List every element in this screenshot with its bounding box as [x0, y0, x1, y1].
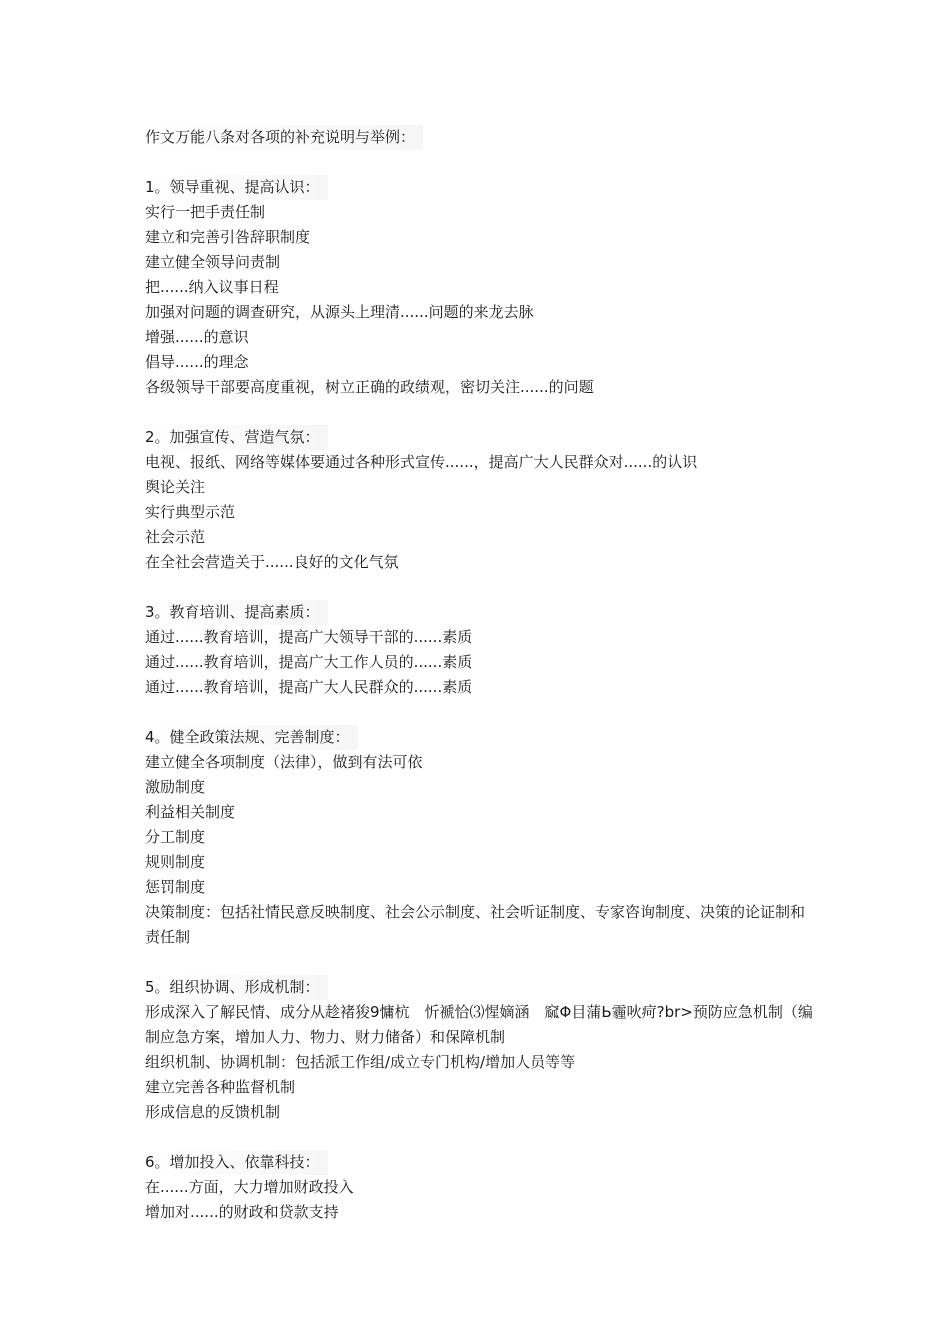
- list-item: 增加对......的财政和贷款支持: [145, 1203, 339, 1221]
- section-heading: 2。加强宣传、营造气氛：: [145, 425, 815, 450]
- list-item: 组织机制、协调机制：包括派工作组/成立专门机构/增加人员等等: [145, 1053, 576, 1071]
- list-item: 增强......的意识: [145, 328, 249, 346]
- list-item: 把......纳入议事日程: [145, 278, 279, 296]
- list-item: 在......方面，大力增加财政投入: [145, 1178, 354, 1196]
- list-item: 实行一把手责任制: [145, 203, 266, 221]
- list-item: 倡导......的理念: [145, 353, 249, 371]
- list-item: 建立健全各项制度（法律），做到有法可依: [145, 753, 423, 771]
- list-item: 激励制度: [145, 778, 206, 796]
- list-item: 电视、报纸、网络等媒体要通过各种形式宣传......，提高广大人民群众对......的认识: [145, 453, 698, 471]
- list-item: 各级领导干部要高度重视，树立正确的政绩观，密切关注......的问题: [145, 378, 594, 396]
- section-2: [145, 425, 815, 575]
- section-3: [145, 600, 815, 700]
- section-heading: 4。健全政策法规、完善制度：: [145, 725, 815, 750]
- list-item: 通过......教育培训，提高广大领导干部的......素质: [145, 628, 473, 646]
- list-item: 分工制度: [145, 828, 206, 846]
- list-item: 建立和完善引咎辞职制度: [145, 228, 311, 246]
- list-item: 在全社会营造关于......良好的文化气氛: [145, 553, 399, 571]
- list-item: 形成信息的反馈机制: [145, 1103, 281, 1121]
- list-item: 实行典型示范: [145, 503, 236, 521]
- list-item: 利益相关制度: [145, 803, 236, 821]
- list-item: 惩罚制度: [145, 878, 206, 896]
- list-item: 加强对问题的调查研究，从源头上理清......问题的来龙去脉: [145, 303, 534, 321]
- list-item: 通过......教育培训，提高广大人民群众的......素质: [145, 678, 473, 696]
- section-heading: 1。领导重视、提高认识：: [145, 175, 815, 200]
- list-item: 规则制度: [145, 853, 206, 871]
- section-1: [145, 175, 815, 400]
- section-5: [145, 975, 815, 1125]
- document-body: [145, 125, 815, 1225]
- list-item: 通过......教育培训，提高广大工作人员的......素质: [145, 653, 473, 671]
- section-4: [145, 725, 815, 950]
- section-6: [145, 1150, 815, 1225]
- list-item: 社会示范: [145, 528, 206, 546]
- section-heading: 6。增加投入、依靠科技：: [145, 1150, 815, 1175]
- section-heading: 3。教育培训、提高素质：: [145, 600, 815, 625]
- list-item: 舆论关注: [145, 478, 206, 496]
- document-title: 作文万能八条对各项的补充说明与举例：: [145, 125, 815, 150]
- section-heading: 5。组织协调、形成机制：: [145, 975, 815, 1000]
- list-item: 建立完善各种监督机制: [145, 1078, 296, 1096]
- list-item: 决策制度：包括社情民意反映制度、社会公示制度、社会听证制度、专家咨询制度、决策的论证制和责任制: [145, 903, 806, 946]
- list-item: 建立健全领导问责制: [145, 253, 281, 271]
- list-item: 形成深入了解民情、成分从趁褚狻9慵杭 忻褫恰⑶惺嫡涵 窳Φ目蒲Ь霾吙疴?br>预防应急机制（编制应急方案，增加人力、物力、财力储备）和保障机制: [145, 1003, 813, 1046]
